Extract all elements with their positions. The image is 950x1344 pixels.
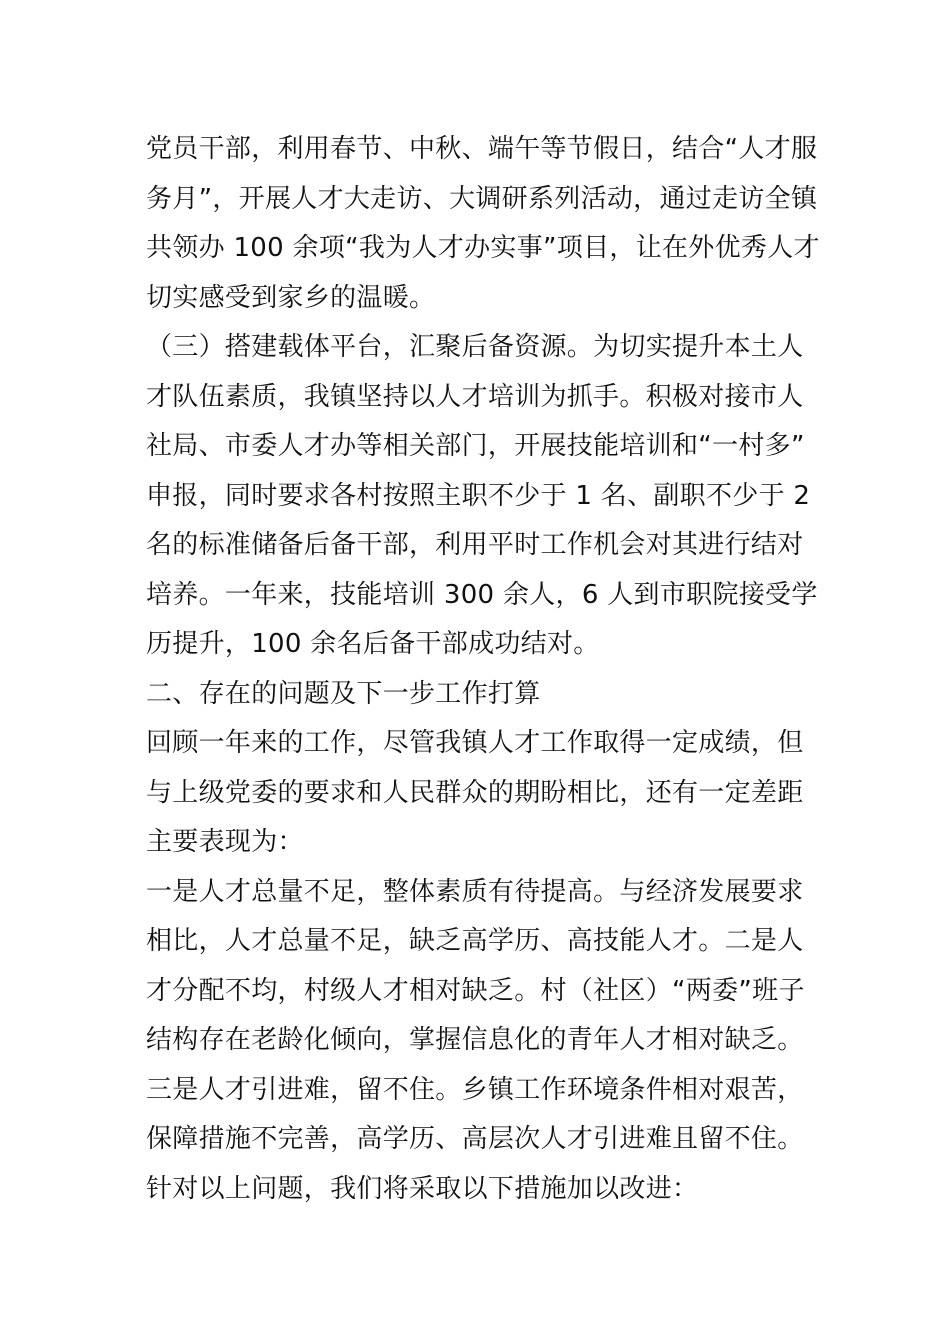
text-line: 名的标准储备后备干部，利用平时工作机会对其进行结对 (146, 530, 804, 560)
text-line: 保障措施不完善，高学历、高层次人才引进难且留不住。 (146, 1124, 804, 1154)
text-line: 历提升，100 余名后备干部成功结对。 (146, 629, 600, 659)
text-line: 与上级党委的要求和人民群众的期盼相比，还有一定差距 (146, 777, 804, 808)
text-line: 结构存在老龄化倾向，掌握信息化的青年人才相对缺乏。 (146, 1025, 804, 1055)
text-line: 共领办 100 余项“我为人才办实事”项目，让在外优秀人才 (146, 233, 820, 263)
text-line: 务月”，开展人才大走访、大调研系列活动，通过走访全镇 (146, 183, 818, 214)
text-line: 培养。一年来，技能培训 300 余人，6 人到市职院接受学 (146, 579, 818, 610)
text-line: 申报，同时要求各村按照主职不少于 1 名、副职不少于 2 (146, 480, 811, 511)
text-line: 才队伍素质，我镇坚持以人才培训为抓手。积极对接市人 (146, 381, 804, 412)
text-line: 针对以上问题，我们将采取以下措施加以改进： (146, 1173, 699, 1204)
text-line: 相比，人才总量不足，缺乏高学历、高技能人才。二是人 (146, 926, 804, 956)
text-line: 切实感受到家乡的温暖。 (146, 282, 436, 313)
text-line: 一是人才总量不足，整体素质有待提高。与经济发展要求 (146, 876, 804, 907)
section-heading: 二、存在的问题及下一步工作打算 (146, 678, 541, 709)
text-line: 回顾一年来的工作，尽管我镇人才工作取得一定成绩，但 (146, 728, 804, 758)
text-line: 主要表现为： (146, 827, 304, 857)
text-line: 社局、市委人才办等相关部门，开展技能培训和“一村多” (146, 431, 805, 461)
text-line: 三是人才引进难，留不住。乡镇工作环境条件相对艰苦， (146, 1074, 804, 1105)
text-line: 党员干部，利用春节、中秋、端午等节假日，结合“人才服 (146, 134, 818, 164)
text-line: 才分配不均，村级人才相对缺乏。村（社区）“两委”班子 (146, 975, 805, 1006)
section-heading-line: （三）搭建载体平台，汇聚后备资源。为切实提升本土人 (146, 332, 804, 362)
document-body (146, 125, 820, 1214)
